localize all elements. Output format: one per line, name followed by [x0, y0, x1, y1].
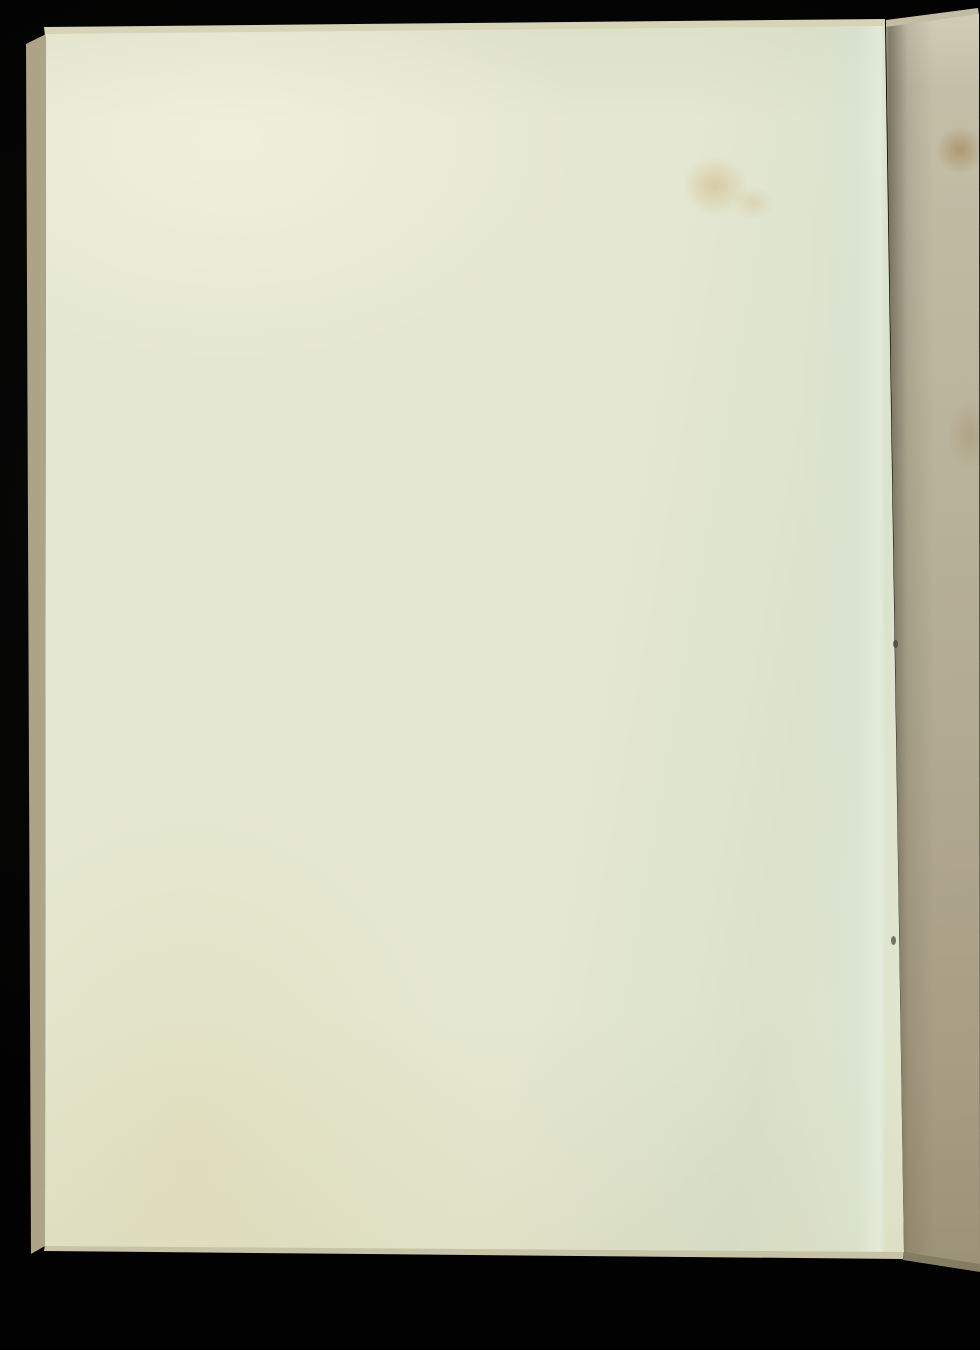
- page-edge-speck: [891, 936, 896, 945]
- paper-stain: [732, 186, 774, 220]
- paper-stain: [936, 126, 980, 174]
- page-edge-speck: [893, 640, 898, 648]
